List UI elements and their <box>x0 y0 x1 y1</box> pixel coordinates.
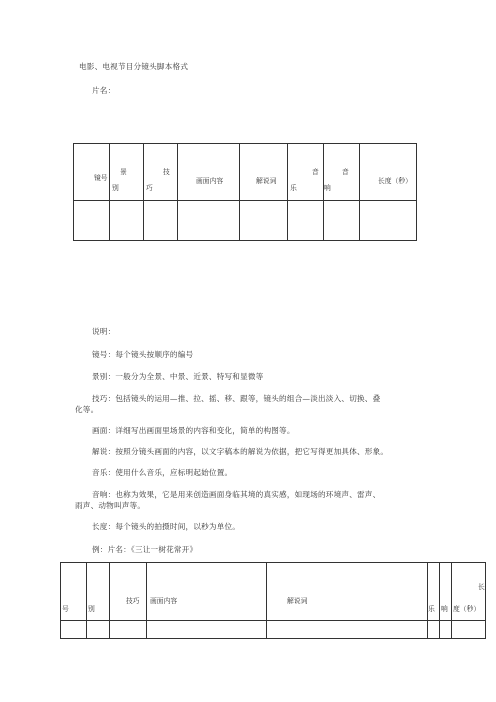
storyboard-table-template <box>73 143 417 241</box>
note-sound-line2: 雨声、动物叫声等。 <box>75 501 146 510</box>
table-cell <box>110 621 147 639</box>
table-cell <box>110 201 144 241</box>
table-cell <box>178 201 240 241</box>
example-title: 例：片名：《三让一树花常开》 <box>92 545 198 554</box>
table-cell <box>147 621 267 639</box>
header-picture <box>147 563 267 621</box>
header-length <box>360 144 417 201</box>
table-cell <box>61 621 87 639</box>
header-music-text: 乐 <box>428 605 435 613</box>
table1-empty-row <box>74 201 417 241</box>
notes-heading: 说明： <box>92 327 116 336</box>
table-cell <box>267 621 428 639</box>
table-cell <box>87 621 110 639</box>
note-technique-line1: 技巧：包括镜头的运用—推、拉、摇、移、跟等，镜头的组合—淡出淡入、切换、叠 <box>92 394 381 403</box>
header-technique <box>110 563 147 621</box>
table2-header-row <box>61 563 486 621</box>
table1-header-row <box>74 144 417 201</box>
note-narration: 解说：按照分镜头画面的内容，以文字稿本的解说为依据，把它写得更加具体、形象。 <box>92 447 389 456</box>
header-shot-no-text: 号 <box>62 605 69 613</box>
header-length-rest: 度（秒） <box>453 605 481 613</box>
header-narration <box>267 563 428 621</box>
film-name-label: 片名： <box>92 86 116 95</box>
header-picture-text: 画面内容 <box>150 597 178 605</box>
header-technique <box>144 144 178 201</box>
note-technique-line2: 化等。 <box>75 405 99 414</box>
header-sound <box>440 563 452 621</box>
header-narration-text: 解说词 <box>287 597 308 605</box>
doc-title: 电影、电视节目分镜头脚本格式 <box>79 62 189 71</box>
header-sound-char2: 响 <box>324 184 331 192</box>
header-scene-char2: 别 <box>112 184 119 192</box>
header-picture <box>178 144 240 201</box>
header-sound-char1: 音 <box>342 168 349 176</box>
header-length-char1: 长 <box>478 583 485 591</box>
note-length: 长度：每个镜头的拍摄时间，以秒为单位。 <box>92 522 241 531</box>
table-cell <box>360 201 417 241</box>
header-scene <box>110 144 144 201</box>
header-shot-no <box>61 563 87 621</box>
header-sound-text: 响 <box>441 605 448 613</box>
header-length-text: 长度（秒） <box>378 177 412 185</box>
header-scene <box>87 563 110 621</box>
table-cell <box>428 621 440 639</box>
note-shot-no: 镜号：每个镜头按顺序的编号 <box>92 350 194 359</box>
note-music: 音乐：使用什么音乐，应标明起始位置。 <box>92 468 233 477</box>
header-narration <box>240 144 288 201</box>
header-music-char1: 音 <box>312 168 319 176</box>
note-scene: 景别：一般分为全景、中景、近景、特写和显微等 <box>92 372 264 381</box>
header-technique-char1: 技 <box>163 168 170 176</box>
table-cell <box>144 201 178 241</box>
table-cell <box>324 201 360 241</box>
table-cell <box>240 201 288 241</box>
header-shot-no <box>74 144 110 201</box>
table2-empty-row <box>61 621 486 639</box>
table-cell <box>452 621 486 639</box>
storyboard-table-example <box>60 562 486 639</box>
note-sound-line1: 音响：也称为效果，它是用来创造画面身临其境的真实感，如现场的环境声、雷声、 <box>92 490 381 499</box>
header-music <box>288 144 324 201</box>
header-technique-text: 技巧 <box>126 597 140 605</box>
header-shot-no-text: 镜号 <box>94 174 108 182</box>
table-cell <box>74 201 110 241</box>
header-sound <box>324 144 360 201</box>
header-picture-text: 画面内容 <box>196 177 224 185</box>
header-length <box>452 563 486 621</box>
table-cell <box>440 621 452 639</box>
header-technique-char2: 巧 <box>146 184 153 192</box>
header-scene-char1: 景 <box>120 168 127 176</box>
header-music <box>428 563 440 621</box>
header-narration-text: 解说词 <box>256 177 277 185</box>
header-music-char2: 乐 <box>290 184 297 192</box>
note-picture: 画面：详细写出画面里场景的内容和变化，简单的构图等。 <box>92 426 295 435</box>
header-scene-text: 别 <box>88 605 95 613</box>
table-cell <box>288 201 324 241</box>
